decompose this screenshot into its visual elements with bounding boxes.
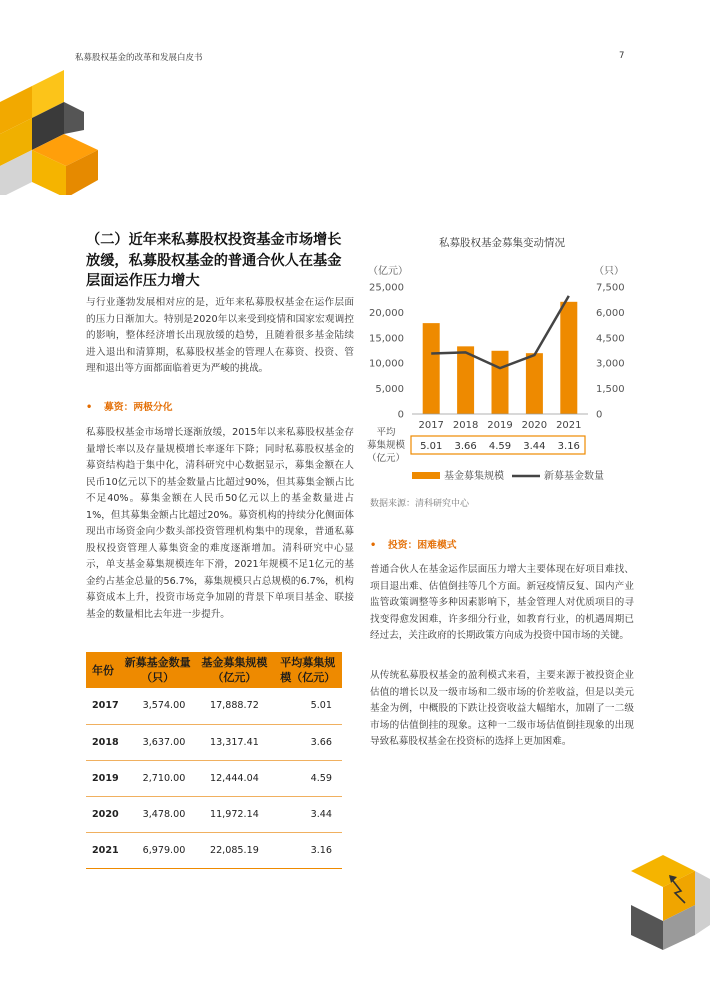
fundraising-heading-text: 募资：两极分化 bbox=[104, 402, 173, 413]
table-cell-year: 2018 bbox=[86, 724, 120, 760]
x-tick-label: 2021 bbox=[556, 420, 582, 431]
bar-series bbox=[412, 302, 588, 414]
table-cell-scale: 13,317.41 bbox=[195, 724, 273, 760]
bar bbox=[423, 323, 440, 414]
bar bbox=[560, 302, 577, 414]
x-axis-labels bbox=[418, 420, 581, 431]
investment-paragraph-1: 普通合伙人在基金运作层面压力增大主要体现在好项目难找、项目退出难、估值倒挂等几个方面。新冠疫情反复、国内产业监管政策调整等多种因素影响下，基金管理人对优质项目的寻找变得愈发困难，许多细分行业，如教育行业，的机遇周期已经过去，关注政府的长期政策方向成为投资中国市场的关键。 bbox=[370, 564, 634, 641]
fundraising-paragraph: 私募股权基金市场增长逐渐放缓，2015年以来私募股权基金存量增长率以及存量规模增长率逐年下降；同时私募股权基金的募资结构趋于集中化，清科研究中心数据显示，募集金额在人民币10亿元以下的基金数量占比超过90%，但其募集金额占比不足40%。募集金额在人民币50亿元以上的基金数量进占1%，但其募集金额占比超过20%。募资机构的持续分化侧面体现出市场资金向少数头部投资管理机构集中的现象，普通私募股权投资管理人募集资金的难度逐渐增加。清科研究中心显示，单支基金募集规模连年下滑，2021年规模不足1亿元的基金约占基金总量的56.7%，募集规模只占总规模的6.7%，机构募资成本上升，投资市场竞争加剧的背景下单项目基金、联接基金的数量相比去年进一步提升。 bbox=[86, 427, 354, 620]
avg-row-label-3: （亿元） bbox=[366, 453, 406, 464]
x-tick-label: 2017 bbox=[418, 420, 444, 431]
intro-paragraph: 与行业蓬勃发展相对应的是，近年来私募股权基金在运作层面的压力日渐加大。特别是2020年以来受到疫情和国家宏观调控的影响，整体经济增长出现放缓的趋势，且随着很多基金陆续进入退出和清算期，私募股权基金的管理人在募资、投资、管理和退出等方面都面临着更为严峻的挑战。 bbox=[86, 297, 354, 374]
table-header-count: 新募基金数量（只） bbox=[120, 652, 195, 688]
avg-values bbox=[420, 441, 580, 452]
table-cell-count: 3,478.00 bbox=[120, 796, 195, 832]
table-row bbox=[86, 724, 342, 760]
fundraising-heading bbox=[86, 399, 173, 413]
y-axis-right-ticks bbox=[596, 283, 625, 421]
y-axis-left-ticks bbox=[369, 283, 404, 421]
y-tick-left: 0 bbox=[397, 409, 404, 421]
y-tick-right: 3,000 bbox=[596, 358, 625, 370]
avg-value-label: 3.16 bbox=[557, 441, 580, 452]
table-row bbox=[86, 796, 342, 832]
table-cell-avg: 3.44 bbox=[273, 796, 342, 832]
y-tick-left: 25,000 bbox=[369, 282, 404, 294]
table-header-year: 年份 bbox=[86, 652, 120, 688]
avg-value-label: 3.44 bbox=[523, 441, 546, 452]
table-cell-avg: 5.01 bbox=[273, 688, 342, 724]
table-header-row bbox=[86, 652, 342, 688]
table-row bbox=[86, 832, 342, 868]
table-row bbox=[86, 760, 342, 796]
table-cell-avg: 3.16 bbox=[273, 832, 342, 868]
y-tick-left: 10,000 bbox=[369, 358, 404, 370]
fundraising-table bbox=[86, 652, 342, 869]
section-title: （二）近年来私募股权投资基金市场增长放缓，私募股权基金的普通合伙人在基金层面运作压力增大 bbox=[86, 232, 342, 289]
bullet-icon: • bbox=[370, 540, 377, 551]
avg-row-label-2: 募集规模 bbox=[366, 440, 406, 451]
table-cell-count: 6,979.00 bbox=[120, 832, 195, 868]
fundraising-chart bbox=[362, 232, 642, 492]
y-tick-left: 20,000 bbox=[369, 307, 404, 319]
table-cell-count: 3,574.00 bbox=[120, 688, 195, 724]
table-cell-year: 2019 bbox=[86, 760, 120, 796]
table-cell-count: 3,637.00 bbox=[120, 724, 195, 760]
cube-decoration-top bbox=[0, 70, 100, 195]
avg-value-label: 4.59 bbox=[488, 441, 512, 452]
legend-line-label: 新募基金数量 bbox=[544, 471, 604, 482]
bullet-icon: • bbox=[86, 402, 93, 413]
table-cell-scale: 17,888.72 bbox=[195, 688, 273, 724]
table-cell-year: 2017 bbox=[86, 688, 120, 724]
y-tick-left: 5,000 bbox=[375, 384, 404, 396]
table-cell-scale: 22,085.19 bbox=[195, 832, 273, 868]
source-note: 数据来源：清科研究中心 bbox=[370, 499, 470, 509]
y-tick-right: 7,500 bbox=[596, 282, 625, 294]
table-cell-avg: 4.59 bbox=[273, 760, 342, 796]
bar bbox=[492, 351, 509, 414]
legend-bar-label: 基金募集规模 bbox=[444, 471, 504, 482]
y-axis-left-label: （亿元） bbox=[368, 266, 408, 277]
table-cell-avg: 3.66 bbox=[273, 724, 342, 760]
investment-paragraph-2: 从传统私募股权基金的盈利模式来看，主要来源于被投资企业估值的增长以及一级市场和二级市场的价差收益，但是以美元基金为例，中概股的下跌让投资收益大幅缩水，加剧了一二级市场的估值倒挂的现象。这种一二级市场估值倒挂现象的出现导致私募股权基金在投资标的选择上更加困难。 bbox=[370, 670, 634, 747]
page-number: 7 bbox=[619, 51, 625, 61]
y-tick-right: 1,500 bbox=[596, 384, 625, 396]
table-row bbox=[86, 688, 342, 724]
x-tick-label: 2018 bbox=[452, 420, 479, 431]
x-tick-label: 2019 bbox=[487, 420, 513, 431]
avg-value-label: 5.01 bbox=[420, 441, 443, 452]
legend-bar-swatch bbox=[412, 472, 440, 479]
table-cell-count: 2,710.00 bbox=[120, 760, 195, 796]
running-title: 私募股权基金的改革和发展白皮书 bbox=[75, 53, 203, 63]
table-cell-year: 2020 bbox=[86, 796, 120, 832]
table-header-scale: 基金募集规模（亿元） bbox=[195, 652, 273, 688]
avg-row-label-1: 平均 bbox=[376, 427, 396, 438]
avg-value-label: 3.66 bbox=[454, 441, 477, 452]
table-header-avg: 平均募集规模（亿元） bbox=[273, 652, 342, 688]
investment-heading-text: 投资：困难模式 bbox=[388, 540, 457, 551]
y-tick-right: 6,000 bbox=[596, 307, 625, 319]
table-cell-year: 2021 bbox=[86, 832, 120, 868]
bar bbox=[526, 353, 543, 414]
y-tick-left: 15,000 bbox=[369, 333, 404, 345]
investment-heading bbox=[370, 537, 457, 551]
table-cell-scale: 12,444.04 bbox=[195, 760, 273, 796]
x-tick-label: 2020 bbox=[521, 420, 548, 431]
cube-decoration-bottom bbox=[625, 855, 710, 950]
y-tick-right: 4,500 bbox=[596, 333, 625, 345]
table-cell-scale: 11,972.14 bbox=[195, 796, 273, 832]
y-tick-right: 0 bbox=[596, 409, 603, 421]
chart-title: 私募股权基金募集变动情况 bbox=[439, 237, 565, 249]
y-axis-right-label: （只） bbox=[594, 266, 624, 277]
